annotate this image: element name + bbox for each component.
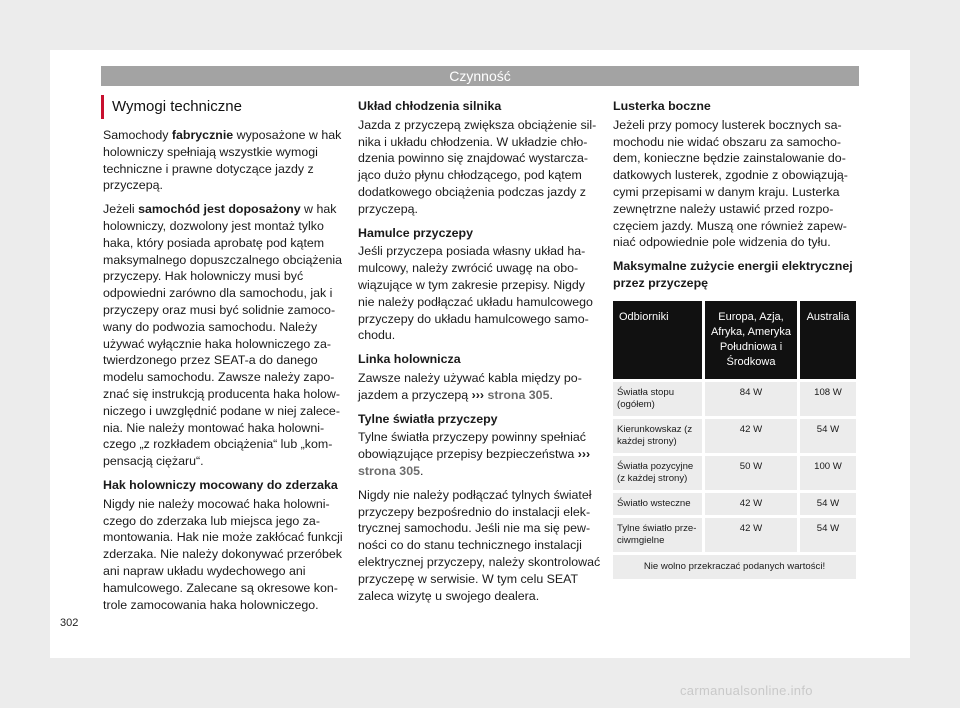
table-cell: Światło wsteczne [613, 493, 702, 515]
table-cell: 54 W [800, 518, 856, 552]
table-cell: 50 W [705, 456, 797, 490]
page-reference-link[interactable]: strona 305 [484, 387, 550, 402]
column-left [103, 127, 349, 620]
paragraph-wiring: Nigdy nie należy podłączać tylnych świateł przyczepy bezpośrednio do instalacji elektrycznej samochodu. Jeśli nie ma się pewności co do stanu technicznego instalacji elektrycznej przyczepy, należy skontrolować przyczepę w serwisie. W tym celu SEAT zaleca wizytę u swojego dealera. [358, 487, 601, 603]
paragraph-bumper-hitch: Nigdy nie należy mocować haka holowniczego do zderzaka lub miejsca jego zamontowania. Hak nie może zakłócać funkcji zderzaka. Nie należy dokonywać przeróbek ani napraw układu wydechowego ani hamulcowego. Zalecane są okresowe kontrole zamocowania haka holowniczego. [103, 496, 343, 612]
table-row [613, 382, 856, 416]
paragraph-cooling: Jazda z przyczepą zwiększa obciążenie silnika i układu chłodzenia. W układzie chłodzenia powinno się znajdować wystarczająco dużo płynu chłodzącego, pod kątem dodatkowego obciążenia podczas jazdy z przyczepą. [358, 117, 597, 216]
column-right [613, 98, 859, 582]
heading-mirrors: Lusterka boczne [613, 99, 711, 113]
text-run: . [549, 387, 553, 402]
table-row [613, 518, 856, 552]
text-run: . [419, 463, 424, 478]
chapter-header: Czynność [101, 66, 859, 86]
table-cell: 54 W [800, 419, 856, 453]
paragraph-factory [103, 127, 349, 194]
heading-trailer-brakes: Hamulce przyczepy [358, 225, 474, 240]
paragraph-trailer-brakes: Jeśli przyczepa posiada własny układ hamulcowy, należy zwrócić uwagę na obowiązujące w tym zakresie przepisy. Nigdy nie należy podłączać układu hamulcowego przyczepy do układu hamulcowego samochodu. [358, 244, 593, 343]
text-run: Jeżeli [103, 202, 139, 217]
text-run: Zawsze należy używać kabla między pojazdem a przyczepą [358, 370, 582, 402]
text-run: Tylne światła przyczepy powinny spełniać obowiązujące przepisy bezpieczeństwa [358, 430, 586, 462]
table-cell: 100 W [800, 456, 856, 490]
table-cell: 84 W [705, 382, 797, 416]
column-middle [358, 98, 604, 611]
table-cell: 42 W [705, 493, 797, 515]
heading-max-power: Maksymalne zużycie energii elektrycznej przez przyczepę [613, 259, 853, 290]
bold-text: samochód jest doposażony [138, 202, 301, 217]
table-cell: 108 W [800, 382, 856, 416]
table-row [613, 419, 856, 453]
heading-bumper-hitch: Hak holowniczy mocowany do zderzaka [103, 477, 338, 492]
section-title: Wymogi techniczne [101, 95, 341, 119]
heading-cooling: Układ chłodzenia silnika [358, 99, 502, 113]
table-header-cell: Odbiorniki [613, 301, 702, 379]
text-run: w hak holowniczy, dozwolony jest montaż tylko haka, który posiada aprobatę pod kątem maksymalnego dopuszczalnego obciążenia przyczepy. Hak holowniczy musi być odpowiedni zarówno dla samochodu, jak i przyczepy oraz musi być solidnie zamocowany do podwozia samochodu. Należy używać wyłącznie haka holowniczego zatwierdzonego przez SEAT-a do danego modelu samochodu. Zawsze należy zapoznać się instrukcją producenta haka holowniczego i uwzględnić podane w niej zalecenia. Nie należy montować haka holowniczego „z rozkładem obciążenia“ lub „kompensacją ciężaru“. [103, 202, 343, 469]
table-cell: 42 W [705, 518, 797, 552]
table-cell: Tylne światło przeciwmgielne [613, 518, 702, 552]
arrow-icon: ››› [471, 387, 485, 402]
text-run: wyposażone w hak holowniczy spełniają wszystkie wymogi techniczne i prawne dotyczące jazdy z przyczepą. [103, 128, 342, 193]
paragraph-mirrors: Jeżeli przy pomocy lusterek bocznych samochodu nie widać obszaru za samochodem, konieczne będzie zainstalowanie dodatkowych lusterek, zgodnie z obowiązującymi przepisami w danym kraju. Lusterka zewnętrzne należy ustawić przed rozpoczęciem jazdy. Muszą one również zapewniać odpowiednie pole widzenia do tyłu. [613, 117, 848, 250]
text-run: Samochody [103, 128, 172, 142]
page-number: 302 [60, 617, 79, 629]
table-cell: 42 W [705, 419, 797, 453]
table-row [613, 456, 856, 490]
table-note: Nie wolno przekraczać podanych wartości! [613, 555, 856, 579]
heading-rear-lights: Tylne światła przyczepy [358, 411, 498, 426]
table-header-row [613, 301, 856, 379]
power-table [610, 298, 859, 582]
paragraph-tow-cable [358, 370, 604, 404]
page-reference-link[interactable]: strona 305 [358, 463, 420, 478]
table-note-row [613, 555, 856, 579]
paragraph-rear-lights [358, 429, 604, 479]
arrow-icon: ››› [577, 447, 591, 462]
table-cell: 54 W [800, 493, 856, 515]
table-row [613, 493, 856, 515]
heading-tow-cable: Linka holownicza [358, 352, 461, 367]
table-cell: Światła stopu (ogółem) [613, 382, 702, 416]
watermark: carmanualsonline.info [680, 683, 813, 698]
bold-text: fabrycznie [171, 128, 234, 142]
paragraph-retrofit [103, 201, 349, 470]
table-header-cell: Europa, Azja, Afryka, Ameryka Południowa i Środkowa [705, 301, 797, 379]
table-cell: Kierunkowskaz (z każdej strony) [613, 419, 702, 453]
table-header-cell: Australia [800, 301, 856, 379]
table-cell: Światła pozycyjne (z każdej strony) [613, 456, 702, 490]
